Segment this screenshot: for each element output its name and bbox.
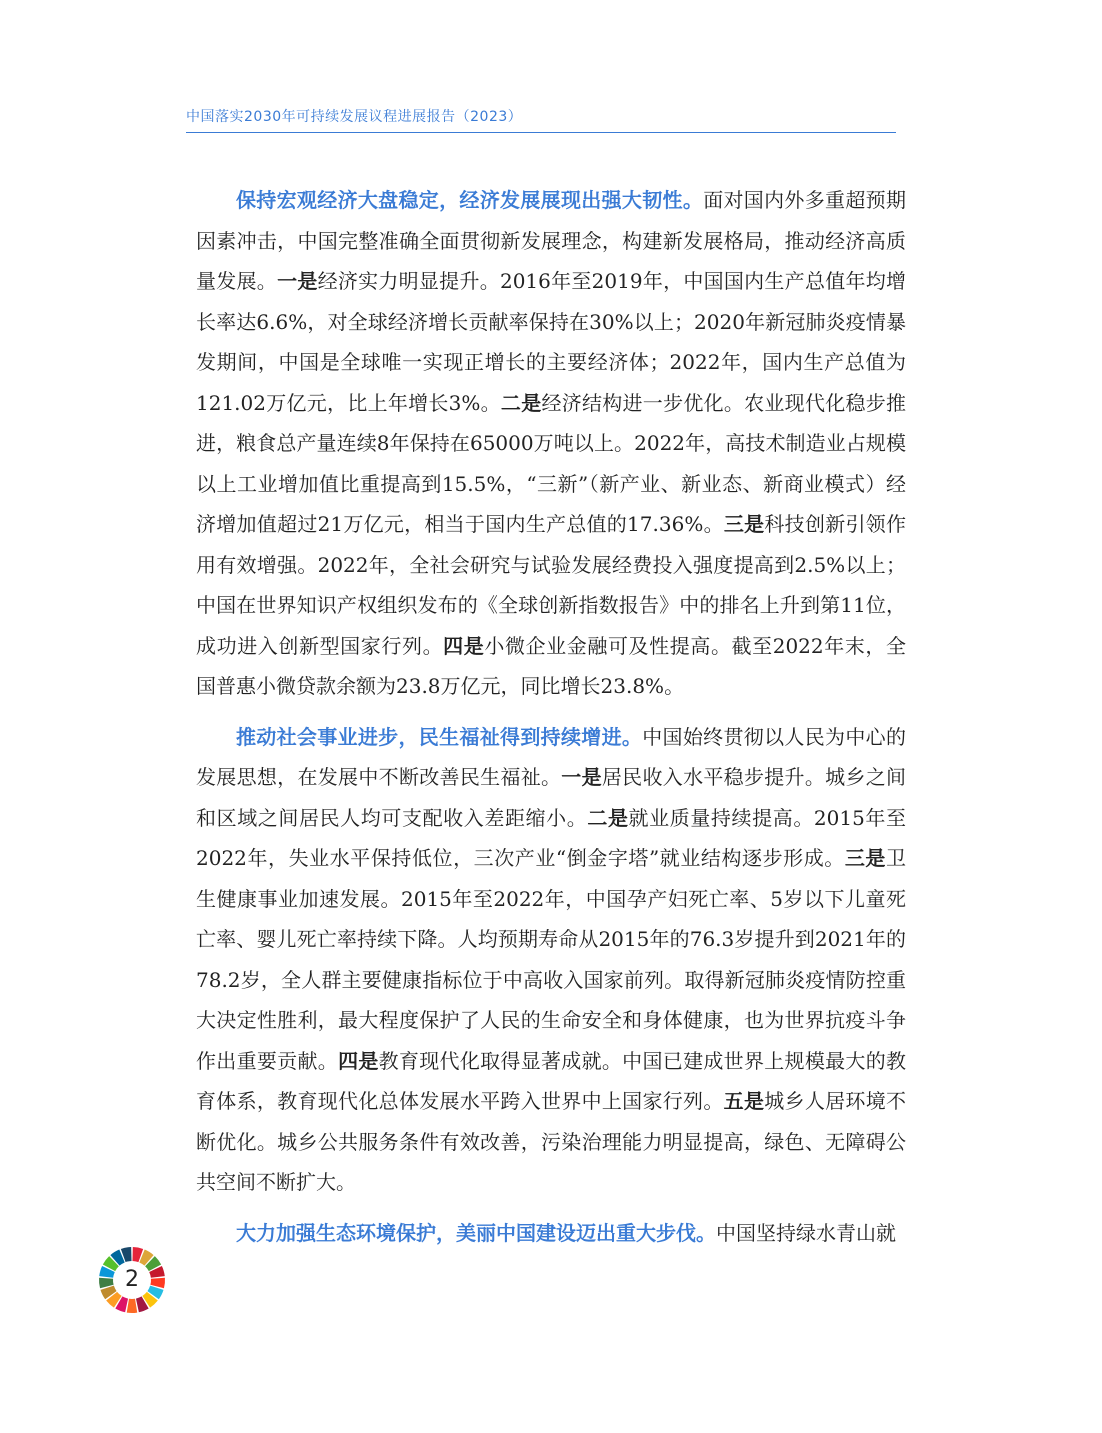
- paragraph-text: 面对国内外多重超预期因素冲击，中国完整准确全面贯彻新发展理念，构建新发展格局，推动经济高质量发展。: [196, 188, 906, 293]
- paragraph-text: 中国始终贯彻以人民为中心的发展思想，在发展中不断改善民生福祉。: [196, 724, 906, 789]
- point-marker: 三是: [723, 512, 765, 536]
- paragraph-text: 经济结构进一步优化。农业现代化稳步推进，粮食总产量连续8年保持在65000万吨以上。2022年，高技术制造业占规模以上工业增加值比重提高到15.5%，“三新”（新产业、新业态、新商业模式）经济增加值超过21万亿元，相当于国内生产总值的17.36%。: [196, 390, 907, 536]
- sdg-page-badge: [98, 1246, 166, 1314]
- paragraph-economy: [196, 180, 906, 707]
- point-marker: 二是: [500, 390, 542, 415]
- paragraph-text: 中国坚持绿水青山就: [716, 1220, 896, 1245]
- point-marker: 二是: [587, 805, 629, 830]
- paragraph-text: 小微企业金融可及性提高。截至2022年末，全国普惠小微贷款余额为23.8万亿元，同比增长23.8%。: [196, 633, 907, 698]
- paragraph-lead: 大力加强生态环境保护，美丽中国建设迈出重大步伐。: [236, 1220, 716, 1245]
- paragraph-text: 城乡人居环境不断优化。城乡公共服务条件有效改善，污染治理能力明显提高，绿色、无障碍公共空间不断扩大。: [196, 1089, 907, 1194]
- point-marker: 四是: [338, 1048, 379, 1073]
- page-number: 2: [125, 1267, 139, 1292]
- point-marker: 一是: [561, 765, 602, 789]
- running-header: [186, 106, 896, 133]
- paragraph-text: 教育现代化取得显著成就。中国已建成世界上规模最大的教育体系，教育现代化总体发展水平跨入世界中上国家行列。: [196, 1048, 907, 1113]
- paragraph-lead: 保持宏观经济大盘稳定，经济发展展现出强大韧性。: [236, 188, 704, 212]
- point-marker: 五是: [723, 1089, 765, 1113]
- paragraph-text: 经济实力明显提升。2016年至2019年，中国国内生产总值年均增长率达6.6%，对全球经济增长贡献率保持在30%以上；2020年新冠肺炎疫情暴发期间，中国是全球唯一实现正增长的主要经济体；2022年，国内生产总值为121.02万亿元，比上年增长3%。: [196, 269, 907, 415]
- paragraph-lead: 推动社会事业进步，民生福祉得到持续增进。: [236, 724, 643, 749]
- paragraph-text: 居民收入水平稳步提升。城乡之间和区域之间居民人均可支配收入差距缩小。: [196, 765, 907, 830]
- point-marker: 四是: [443, 633, 485, 658]
- report-title: 中国落实2030年可持续发展议程进展报告（2023）: [186, 109, 523, 125]
- paragraph-text: 卫生健康事业加速发展。2015年至2022年，中国孕产妇死亡率、5岁以下儿童死亡率、婴儿死亡率持续下降。人均预期寿命从2015年的76.3岁提升到2021年的78.2岁，全人群主要健康指标位于中高收入国家前列。取得新冠肺炎疫情防控重大决定性胜利，最大程度保护了人民的生命安全和身体健康，也为世界抗疫斗争作出重要贡献。: [196, 846, 906, 1073]
- paragraph-text: 科技创新引领作用有效增强。2022年，全社会研究与试验发展经费投入强度提高到2.5%以上；中国在世界知识产权组织发布的《全球创新指数报告》中的排名上升到第11位，成功进入创新型国家行列。: [196, 512, 907, 658]
- paragraph-ecology: [196, 1213, 906, 1254]
- point-marker: 三是: [844, 846, 886, 870]
- point-marker: 一是: [277, 269, 318, 293]
- paragraph-social: [196, 717, 906, 1203]
- paragraph-text: 就业质量持续提高。2015年至2022年，失业水平保持低位，三次产业“倒金字塔”就业结构逐步形成。: [196, 805, 907, 870]
- main-text: [196, 180, 906, 1263]
